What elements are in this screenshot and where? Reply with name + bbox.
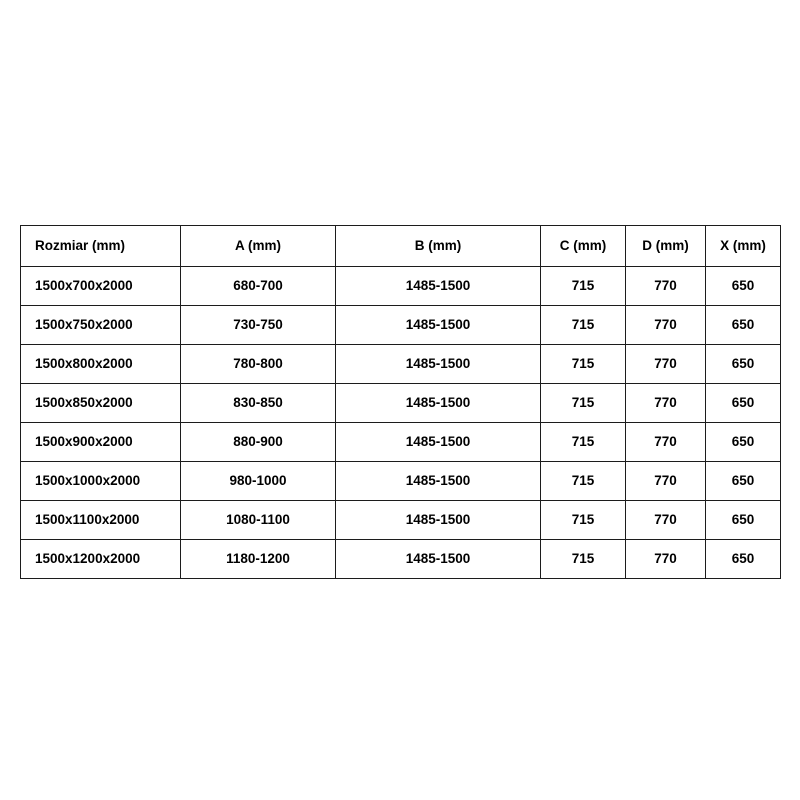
table-row <box>21 345 781 384</box>
cell-x: 650 <box>706 501 781 540</box>
cell-x: 650 <box>706 384 781 423</box>
cell-c: 715 <box>541 345 626 384</box>
cell-d: 770 <box>626 462 706 501</box>
cell-a: 1080-1100 <box>181 501 336 540</box>
cell-rozmiar: 1500x1100x2000 <box>21 501 181 540</box>
table-row <box>21 267 781 306</box>
cell-b: 1485-1500 <box>336 462 541 501</box>
cell-b: 1485-1500 <box>336 345 541 384</box>
column-header-d: D (mm) <box>626 226 706 267</box>
cell-b: 1485-1500 <box>336 267 541 306</box>
cell-d: 770 <box>626 345 706 384</box>
cell-x: 650 <box>706 345 781 384</box>
table-header-row <box>21 226 781 267</box>
table-head <box>21 226 781 267</box>
column-header-c: C (mm) <box>541 226 626 267</box>
column-header-rozmiar: Rozmiar (mm) <box>21 226 181 267</box>
cell-rozmiar: 1500x1000x2000 <box>21 462 181 501</box>
cell-b: 1485-1500 <box>336 540 541 579</box>
cell-rozmiar: 1500x800x2000 <box>21 345 181 384</box>
cell-b: 1485-1500 <box>336 306 541 345</box>
cell-x: 650 <box>706 423 781 462</box>
column-header-a: A (mm) <box>181 226 336 267</box>
cell-d: 770 <box>626 540 706 579</box>
specification-table <box>20 225 781 579</box>
cell-c: 715 <box>541 423 626 462</box>
cell-rozmiar: 1500x900x2000 <box>21 423 181 462</box>
cell-d: 770 <box>626 423 706 462</box>
cell-rozmiar: 1500x850x2000 <box>21 384 181 423</box>
cell-c: 715 <box>541 267 626 306</box>
cell-c: 715 <box>541 540 626 579</box>
cell-d: 770 <box>626 501 706 540</box>
table-row <box>21 306 781 345</box>
cell-rozmiar: 1500x750x2000 <box>21 306 181 345</box>
cell-rozmiar: 1500x700x2000 <box>21 267 181 306</box>
cell-x: 650 <box>706 267 781 306</box>
cell-c: 715 <box>541 384 626 423</box>
cell-b: 1485-1500 <box>336 501 541 540</box>
table-row <box>21 423 781 462</box>
cell-c: 715 <box>541 462 626 501</box>
cell-b: 1485-1500 <box>336 384 541 423</box>
column-header-b: B (mm) <box>336 226 541 267</box>
cell-c: 715 <box>541 501 626 540</box>
cell-a: 780-800 <box>181 345 336 384</box>
column-header-x: X (mm) <box>706 226 781 267</box>
cell-a: 830-850 <box>181 384 336 423</box>
cell-a: 980-1000 <box>181 462 336 501</box>
cell-d: 770 <box>626 384 706 423</box>
cell-d: 770 <box>626 267 706 306</box>
cell-d: 770 <box>626 306 706 345</box>
cell-rozmiar: 1500x1200x2000 <box>21 540 181 579</box>
cell-x: 650 <box>706 306 781 345</box>
cell-b: 1485-1500 <box>336 423 541 462</box>
table-row <box>21 540 781 579</box>
table-row <box>21 462 781 501</box>
cell-x: 650 <box>706 462 781 501</box>
table-row <box>21 501 781 540</box>
cell-c: 715 <box>541 306 626 345</box>
cell-a: 680-700 <box>181 267 336 306</box>
specification-table-container <box>20 225 780 579</box>
table-body <box>21 267 781 579</box>
table-row <box>21 384 781 423</box>
cell-a: 730-750 <box>181 306 336 345</box>
cell-a: 1180-1200 <box>181 540 336 579</box>
cell-x: 650 <box>706 540 781 579</box>
cell-a: 880-900 <box>181 423 336 462</box>
